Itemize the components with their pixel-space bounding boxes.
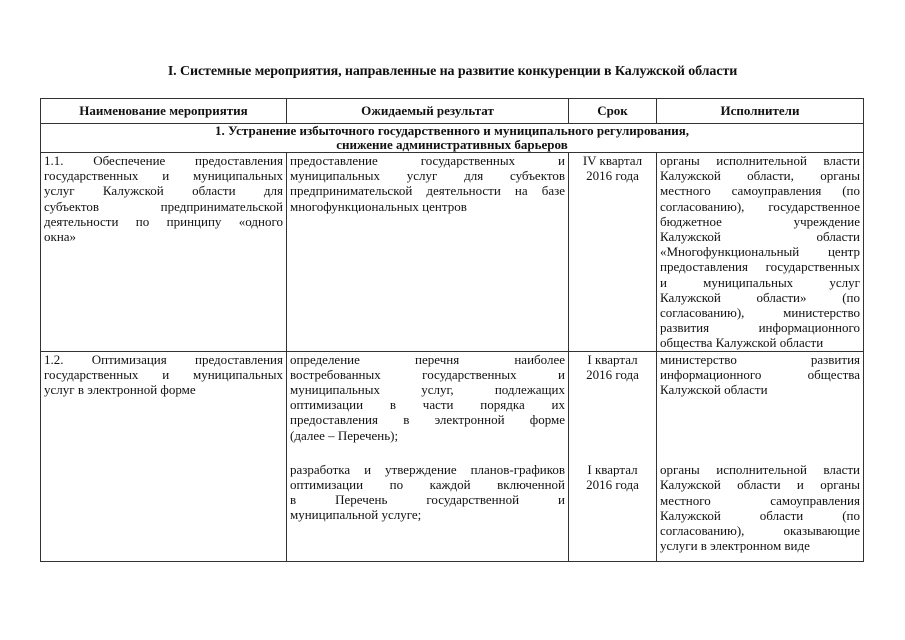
table-row [41, 351, 864, 562]
measures-table [40, 98, 864, 562]
text-line: согласованию), министерство [660, 305, 860, 321]
text-line: информационного общества [660, 366, 860, 382]
text-line: многофункциональных центров [290, 198, 467, 214]
text-line: услуг в электронной форме [44, 382, 196, 398]
text-line: Калужской области [660, 382, 768, 398]
measure-name-cell [41, 153, 287, 352]
spacer [572, 382, 653, 462]
text-line: 2016 года [586, 477, 639, 493]
executors-cell [657, 351, 864, 562]
text-line: в Перечень государственной и [290, 492, 565, 508]
text-line: окна» [44, 229, 77, 245]
measure-name-cell [41, 351, 287, 562]
text-line: Калужской области (по [660, 507, 860, 523]
text-line: муниципальной услуге; [290, 507, 422, 523]
text-line: оптимизации в части порядка их [290, 397, 565, 413]
text-line: разработка и утверждение планов-графиков [290, 461, 565, 477]
text-line: 2016 года [586, 168, 639, 184]
text-line: Калужской области [660, 229, 860, 245]
text-line: государственных и муниципальных [44, 168, 283, 184]
table-row [41, 153, 864, 352]
header-result: Ожидаемый результат [287, 99, 569, 124]
header-term: Срок [569, 99, 657, 124]
text-line: Калужской области» (по [660, 289, 860, 305]
text-line: местного самоуправления [660, 492, 860, 508]
text-line: 2016 года [586, 366, 639, 382]
text-line: Калужской области и органы [660, 477, 860, 493]
text-line: предоставления государственных [660, 259, 860, 275]
text-line: предоставления в электронной форме [290, 412, 565, 428]
text-line: Калужской области, органы [660, 168, 860, 184]
text-line: министерство развития [660, 351, 860, 367]
result-cell [287, 351, 569, 562]
text-line: IV квартал [582, 153, 643, 168]
text-line: местного самоуправления (по [660, 183, 860, 199]
text-line: оптимизации по каждой включенной [290, 477, 565, 493]
text-line: 1.2. Оптимизация предоставления [44, 351, 283, 367]
header-name: Наименование мероприятия [41, 99, 287, 124]
section-line: снижение административных барьеров [336, 137, 568, 152]
page-title: I. Системные мероприятия, направленные на развитие конкуренции в Калужской области [167, 64, 738, 79]
section-heading [41, 124, 864, 153]
text-line: 1.1. Обеспечение предоставления [44, 153, 283, 168]
result-cell [287, 153, 569, 352]
term-cell [569, 351, 657, 562]
spacer [290, 443, 565, 462]
text-line: развития информационного [660, 320, 860, 336]
text-line: муниципальных услуг для субъектов [290, 168, 565, 184]
text-line: органы исполнительной власти [660, 462, 860, 478]
text-line: (далее – Перечень); [290, 427, 399, 443]
text-line: услуги в электронном виде [660, 538, 810, 554]
text-line: бюджетное учреждение [660, 213, 860, 229]
text-line: услуг Калужской области для [44, 183, 283, 199]
header-executors: Исполнители [657, 99, 864, 124]
text-line: общества Калужской области [660, 335, 824, 351]
text-line: «Многофункциональный центр [660, 244, 860, 260]
text-line: и муниципальных услуг [660, 274, 860, 290]
text-line: органы исполнительной власти [660, 153, 860, 168]
spacer [660, 553, 860, 561]
section-line: 1. Устранение избыточного государственного и муниципального регулирования, [215, 123, 689, 138]
text-line: субъектов предпринимательской [44, 198, 283, 214]
term-cell [569, 153, 657, 352]
executors-cell [657, 153, 864, 352]
text-line: муниципальных услуг, подлежащих [290, 382, 565, 398]
spacer [660, 397, 860, 462]
text-line: предоставление государственных и [290, 153, 565, 168]
text-line: предпринимательской деятельности на базе [290, 183, 565, 199]
header-row [41, 99, 864, 124]
text-line: востребованных государственных и [290, 366, 565, 382]
text-line: I квартал [587, 351, 638, 367]
text-line: согласованию), оказывающие [660, 523, 860, 539]
text-line: I квартал [587, 462, 638, 478]
text-line: государственных и муниципальных [44, 366, 283, 382]
text-line: согласованию), государственное [660, 198, 860, 214]
text-line: деятельности по принципу «одного [44, 213, 283, 229]
text-line: определение перечня наиболее [290, 351, 565, 367]
section-row [41, 124, 864, 153]
